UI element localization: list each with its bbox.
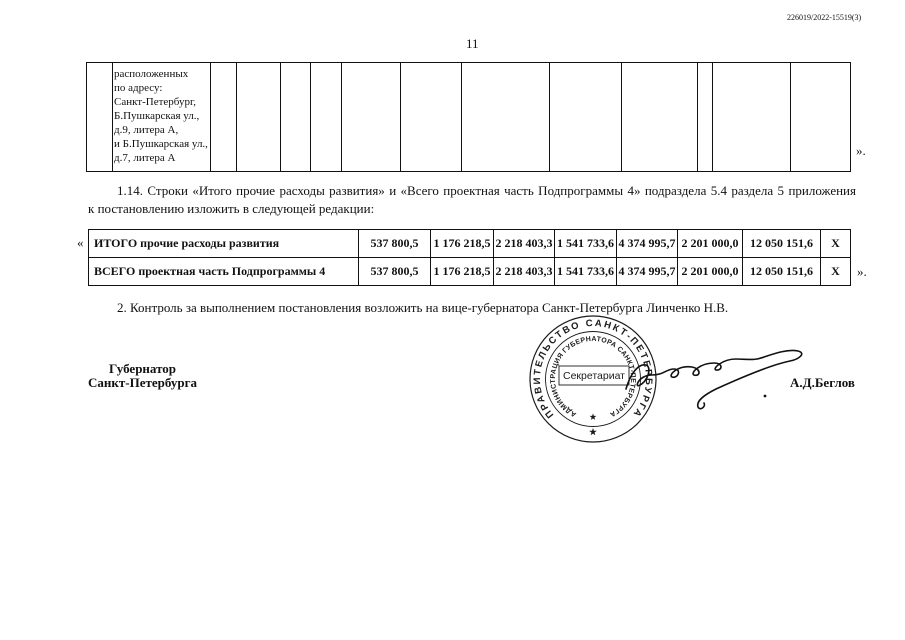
table-cell (550, 63, 622, 172)
closing-quote: ». (857, 264, 867, 279)
value-cell: 4 374 995,7 (617, 230, 678, 258)
value-cell: 12 050 151,6 (743, 230, 821, 258)
address-line: Санкт-Петербург, (114, 96, 196, 108)
signer-position-line: Губернатор (108, 361, 177, 376)
value-cell: 2 218 403,3 (494, 258, 555, 286)
value-cell: 537 800,5 (359, 258, 431, 286)
table-cell (342, 63, 401, 172)
continued-table (86, 62, 851, 172)
mark-cell: Х (821, 230, 851, 258)
page-number: 11 (466, 36, 479, 51)
address-line: расположенных (114, 68, 189, 80)
signer-name: А.Д.Беглов (790, 375, 855, 390)
stamp-center-text: Секретариат (562, 370, 626, 382)
signer-position (80, 362, 205, 390)
value-cell: 1 541 733,6 (555, 258, 617, 286)
value-cell: 2 201 000,0 (678, 258, 743, 286)
value-cell: 12 050 151,6 (743, 258, 821, 286)
table-cell (401, 63, 462, 172)
paragraph-1-14-line-2: к постановлению изложить в следующей редакции: (88, 201, 375, 216)
star-icon (589, 428, 597, 435)
mark-cell: Х (821, 258, 851, 286)
totals-table (88, 229, 851, 286)
table-cell (462, 63, 550, 172)
opening-quote: « (77, 235, 84, 250)
signature-stroke (626, 350, 802, 408)
table-cell (622, 63, 698, 172)
stamp-outer-text-path: ПРАВИТЕЛЬСТВО САНКТ-ПЕТЕРБУРГА (531, 317, 655, 421)
paragraph-2: 2. Контроль за выполнением постановления возложить на вице-губернатора Санкт-Петербурга Линченко Н.В. (117, 300, 729, 315)
closing-quote: ». (856, 143, 866, 158)
table-cell (281, 63, 311, 172)
table-row (89, 230, 851, 258)
registration-number: 226019/2022-15519(3) (787, 13, 862, 22)
row-label: ИТОГО прочие расходы развития (89, 230, 359, 258)
address-line: Б.Пушкарская ул., (114, 110, 200, 122)
handwritten-signature (608, 335, 808, 415)
value-cell: 1 176 218,5 (431, 258, 494, 286)
table-cell (87, 63, 113, 172)
table-cell (713, 63, 791, 172)
table-cell (211, 63, 237, 172)
signer-position-line: Санкт-Петербурга (88, 375, 197, 390)
paragraph-1-14-line-1: 1.14. Строки «Итого прочие расходы развития» и «Всего проектная часть Подпрограммы 4» подраздела 5.4 раздела 5 приложения (117, 183, 856, 198)
address-line: по адресу: (114, 82, 163, 94)
stamp-inner-text-path: АДМИНИСТРАЦИЯ ГУБЕРНАТОРА САНКТ-ПЕТЕРБУРГА (549, 335, 637, 418)
star-icon (590, 413, 597, 420)
signature-dot (764, 395, 767, 398)
value-cell: 2 218 403,3 (494, 230, 555, 258)
row-label: ВСЕГО проектная часть Подпрограммы 4 (89, 258, 359, 286)
value-cell: 1 176 218,5 (431, 230, 494, 258)
table-cell (311, 63, 342, 172)
table-cell (791, 63, 851, 172)
value-cell: 2 201 000,0 (678, 230, 743, 258)
value-cell: 1 541 733,6 (555, 230, 617, 258)
address-line: д.9, литера А, (114, 124, 179, 136)
table-cell (698, 63, 713, 172)
address-line: д.7, литера А (114, 152, 176, 164)
address-line: и Б.Пушкарская ул., (114, 138, 208, 150)
address-cell (113, 63, 211, 172)
table-cell (237, 63, 281, 172)
value-cell: 537 800,5 (359, 230, 431, 258)
table-row (87, 63, 851, 172)
table-row (89, 258, 851, 286)
value-cell: 4 374 995,7 (617, 258, 678, 286)
